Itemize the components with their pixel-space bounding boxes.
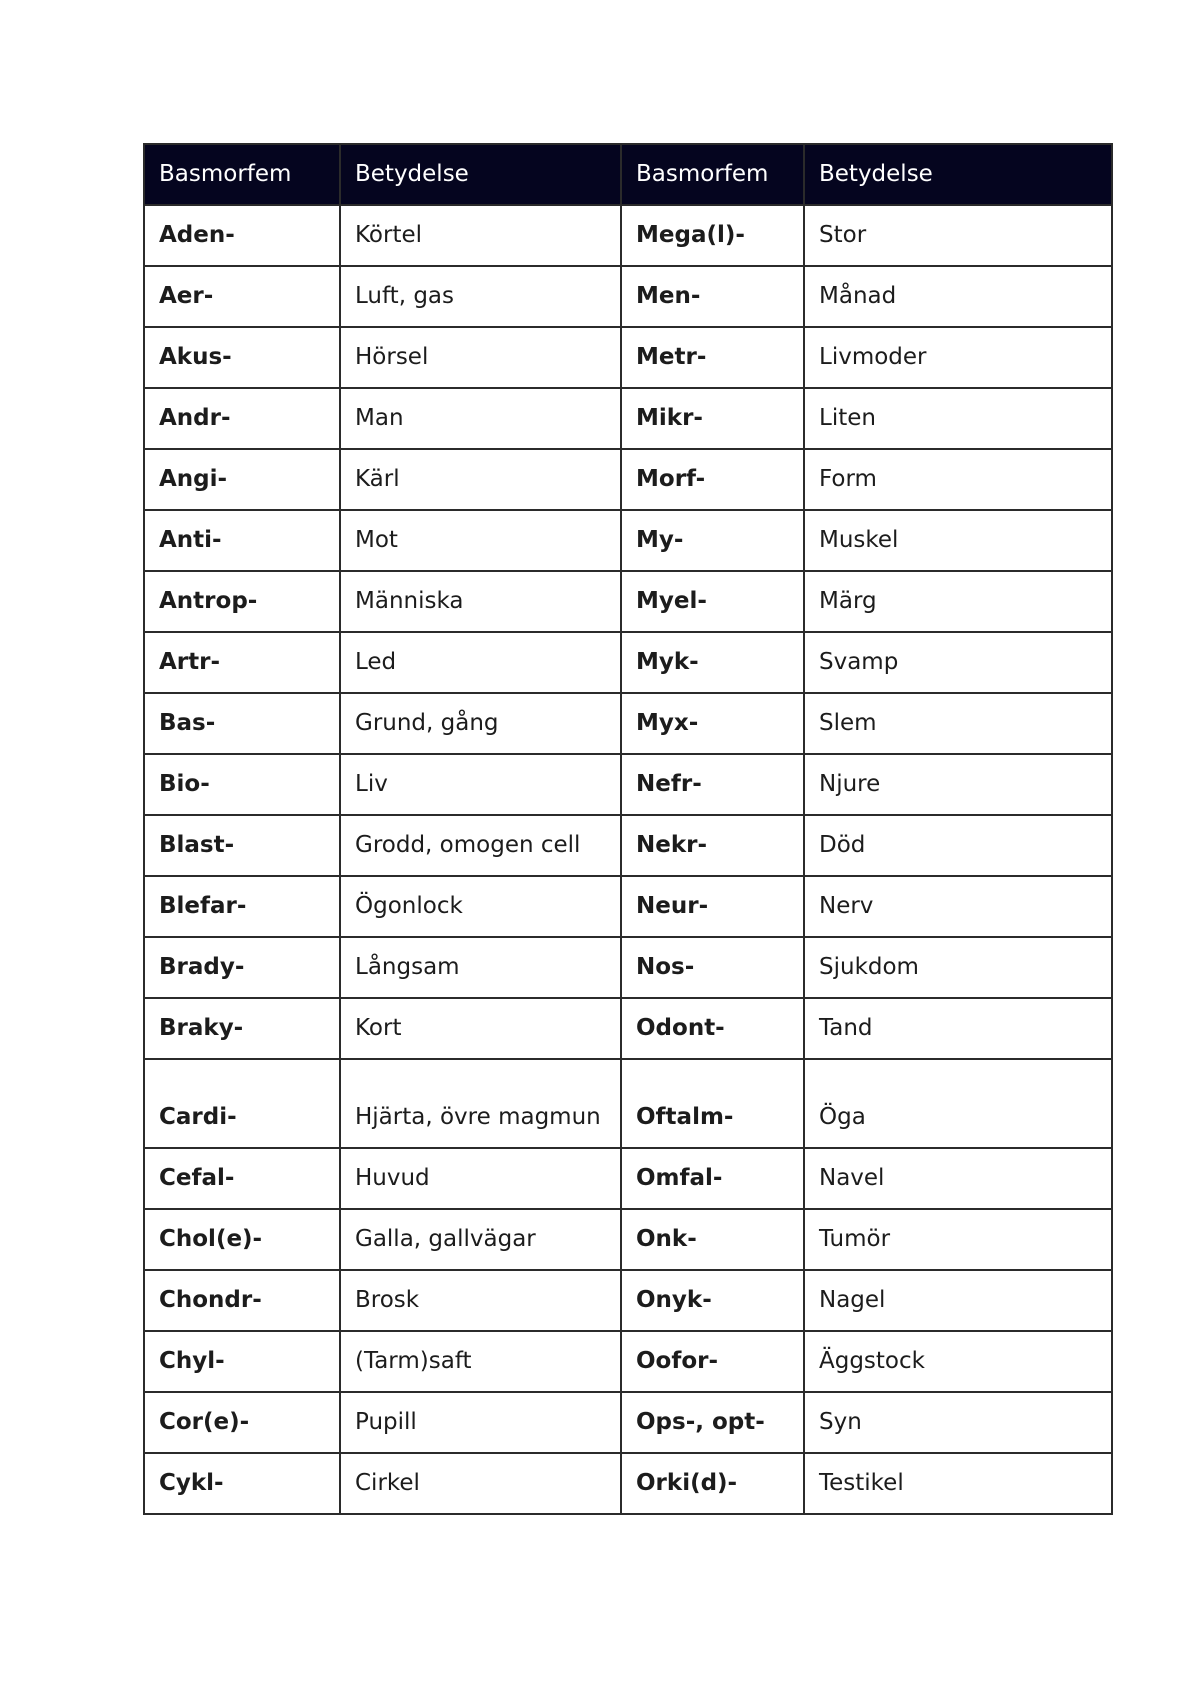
meaning-cell: Död xyxy=(804,815,1112,876)
meaning-cell: (Tarm)saft xyxy=(340,1331,621,1392)
morpheme-cell: Nos- xyxy=(621,937,804,998)
header-basmorfem-left: Basmorfem xyxy=(144,144,340,205)
table-body xyxy=(144,205,1112,1514)
morpheme-cell: Onyk- xyxy=(621,1270,804,1331)
table-row xyxy=(144,1331,1112,1392)
morpheme-cell: Andr- xyxy=(144,388,340,449)
header-basmorfem-right: Basmorfem xyxy=(621,144,804,205)
meaning-cell: Liv xyxy=(340,754,621,815)
morpheme-cell: Cefal- xyxy=(144,1148,340,1209)
table-row xyxy=(144,754,1112,815)
meaning-cell: Hörsel xyxy=(340,327,621,388)
morpheme-cell: Anti- xyxy=(144,510,340,571)
morpheme-cell: Aden- xyxy=(144,205,340,266)
morpheme-cell: Cykl- xyxy=(144,1453,340,1514)
table-row xyxy=(144,1453,1112,1514)
meaning-cell: Kärl xyxy=(340,449,621,510)
meaning-cell: Stor xyxy=(804,205,1112,266)
morpheme-cell: Artr- xyxy=(144,632,340,693)
morpheme-cell: Omfal- xyxy=(621,1148,804,1209)
morpheme-cell: Braky- xyxy=(144,998,340,1059)
table-row xyxy=(144,1392,1112,1453)
meaning-cell: Märg xyxy=(804,571,1112,632)
morpheme-cell: Blefar- xyxy=(144,876,340,937)
meaning-cell: Tumör xyxy=(804,1209,1112,1270)
meaning-cell: Ögonlock xyxy=(340,876,621,937)
meaning-cell: Muskel xyxy=(804,510,1112,571)
morpheme-cell: Brady- xyxy=(144,937,340,998)
meaning-cell: Mot xyxy=(340,510,621,571)
meaning-cell: Syn xyxy=(804,1392,1112,1453)
morpheme-cell: Onk- xyxy=(621,1209,804,1270)
meaning-cell: Hjärta, övre magmun xyxy=(340,1059,621,1148)
morpheme-cell: Nefr- xyxy=(621,754,804,815)
meaning-cell: Tand xyxy=(804,998,1112,1059)
morpheme-cell: Angi- xyxy=(144,449,340,510)
morpheme-cell: Chondr- xyxy=(144,1270,340,1331)
meaning-cell: Grodd, omogen cell xyxy=(340,815,621,876)
morpheme-cell: Cardi- xyxy=(144,1059,340,1148)
morpheme-cell: My- xyxy=(621,510,804,571)
meaning-cell: Långsam xyxy=(340,937,621,998)
morpheme-cell: Bas- xyxy=(144,693,340,754)
morpheme-cell: Blast- xyxy=(144,815,340,876)
morpheme-cell: Men- xyxy=(621,266,804,327)
table-row xyxy=(144,998,1112,1059)
meaning-cell: Liten xyxy=(804,388,1112,449)
meaning-cell: Luft, gas xyxy=(340,266,621,327)
meaning-cell: Öga xyxy=(804,1059,1112,1148)
meaning-cell: Sjukdom xyxy=(804,937,1112,998)
morpheme-cell: Antrop- xyxy=(144,571,340,632)
morpheme-cell: Orki(d)- xyxy=(621,1453,804,1514)
morpheme-cell: Aer- xyxy=(144,266,340,327)
table-row xyxy=(144,937,1112,998)
table-row xyxy=(144,1059,1112,1148)
table-row xyxy=(144,571,1112,632)
morpheme-cell: Cor(e)- xyxy=(144,1392,340,1453)
table-header xyxy=(144,144,1112,205)
morpheme-cell: Odont- xyxy=(621,998,804,1059)
meaning-cell: Cirkel xyxy=(340,1453,621,1514)
morpheme-cell: Mega(l)- xyxy=(621,205,804,266)
meaning-cell: Kort xyxy=(340,998,621,1059)
header-betydelse-right: Betydelse xyxy=(804,144,1112,205)
meaning-cell: Njure xyxy=(804,754,1112,815)
morpheme-cell: Oftalm- xyxy=(621,1059,804,1148)
meaning-cell: Galla, gallvägar xyxy=(340,1209,621,1270)
morpheme-cell: Nekr- xyxy=(621,815,804,876)
table-row xyxy=(144,876,1112,937)
morpheme-cell: Myx- xyxy=(621,693,804,754)
morpheme-cell: Oofor- xyxy=(621,1331,804,1392)
morpheme-cell: Morf- xyxy=(621,449,804,510)
meaning-cell: Nerv xyxy=(804,876,1112,937)
morpheme-cell: Mikr- xyxy=(621,388,804,449)
table-row xyxy=(144,1148,1112,1209)
table-row xyxy=(144,205,1112,266)
morpheme-cell: Myel- xyxy=(621,571,804,632)
meaning-cell: Svamp xyxy=(804,632,1112,693)
meaning-cell: Livmoder xyxy=(804,327,1112,388)
meaning-cell: Månad xyxy=(804,266,1112,327)
meaning-cell: Testikel xyxy=(804,1453,1112,1514)
meaning-cell: Huvud xyxy=(340,1148,621,1209)
morpheme-cell: Ops-, opt- xyxy=(621,1392,804,1453)
table-row xyxy=(144,510,1112,571)
morpheme-cell: Chyl- xyxy=(144,1331,340,1392)
header-betydelse-left: Betydelse xyxy=(340,144,621,205)
meaning-cell: Form xyxy=(804,449,1112,510)
meaning-cell: Körtel xyxy=(340,205,621,266)
meaning-cell: Man xyxy=(340,388,621,449)
meaning-cell: Slem xyxy=(804,693,1112,754)
morpheme-cell: Akus- xyxy=(144,327,340,388)
meaning-cell: Äggstock xyxy=(804,1331,1112,1392)
table-row xyxy=(144,1270,1112,1331)
meaning-cell: Navel xyxy=(804,1148,1112,1209)
morpheme-cell: Chol(e)- xyxy=(144,1209,340,1270)
table-row xyxy=(144,266,1112,327)
meaning-cell: Människa xyxy=(340,571,621,632)
table-row xyxy=(144,388,1112,449)
header-row xyxy=(144,144,1112,205)
table-row xyxy=(144,815,1112,876)
morpheme-cell: Myk- xyxy=(621,632,804,693)
meaning-cell: Led xyxy=(340,632,621,693)
table-row xyxy=(144,449,1112,510)
meaning-cell: Nagel xyxy=(804,1270,1112,1331)
table-row xyxy=(144,327,1112,388)
table-row xyxy=(144,632,1112,693)
meaning-cell: Grund, gång xyxy=(340,693,621,754)
morpheme-cell: Metr- xyxy=(621,327,804,388)
morpheme-cell: Neur- xyxy=(621,876,804,937)
meaning-cell: Pupill xyxy=(340,1392,621,1453)
morpheme-cell: Bio- xyxy=(144,754,340,815)
table-row xyxy=(144,1209,1112,1270)
meaning-cell: Brosk xyxy=(340,1270,621,1331)
morpheme-table xyxy=(143,143,1113,1515)
table-row xyxy=(144,693,1112,754)
